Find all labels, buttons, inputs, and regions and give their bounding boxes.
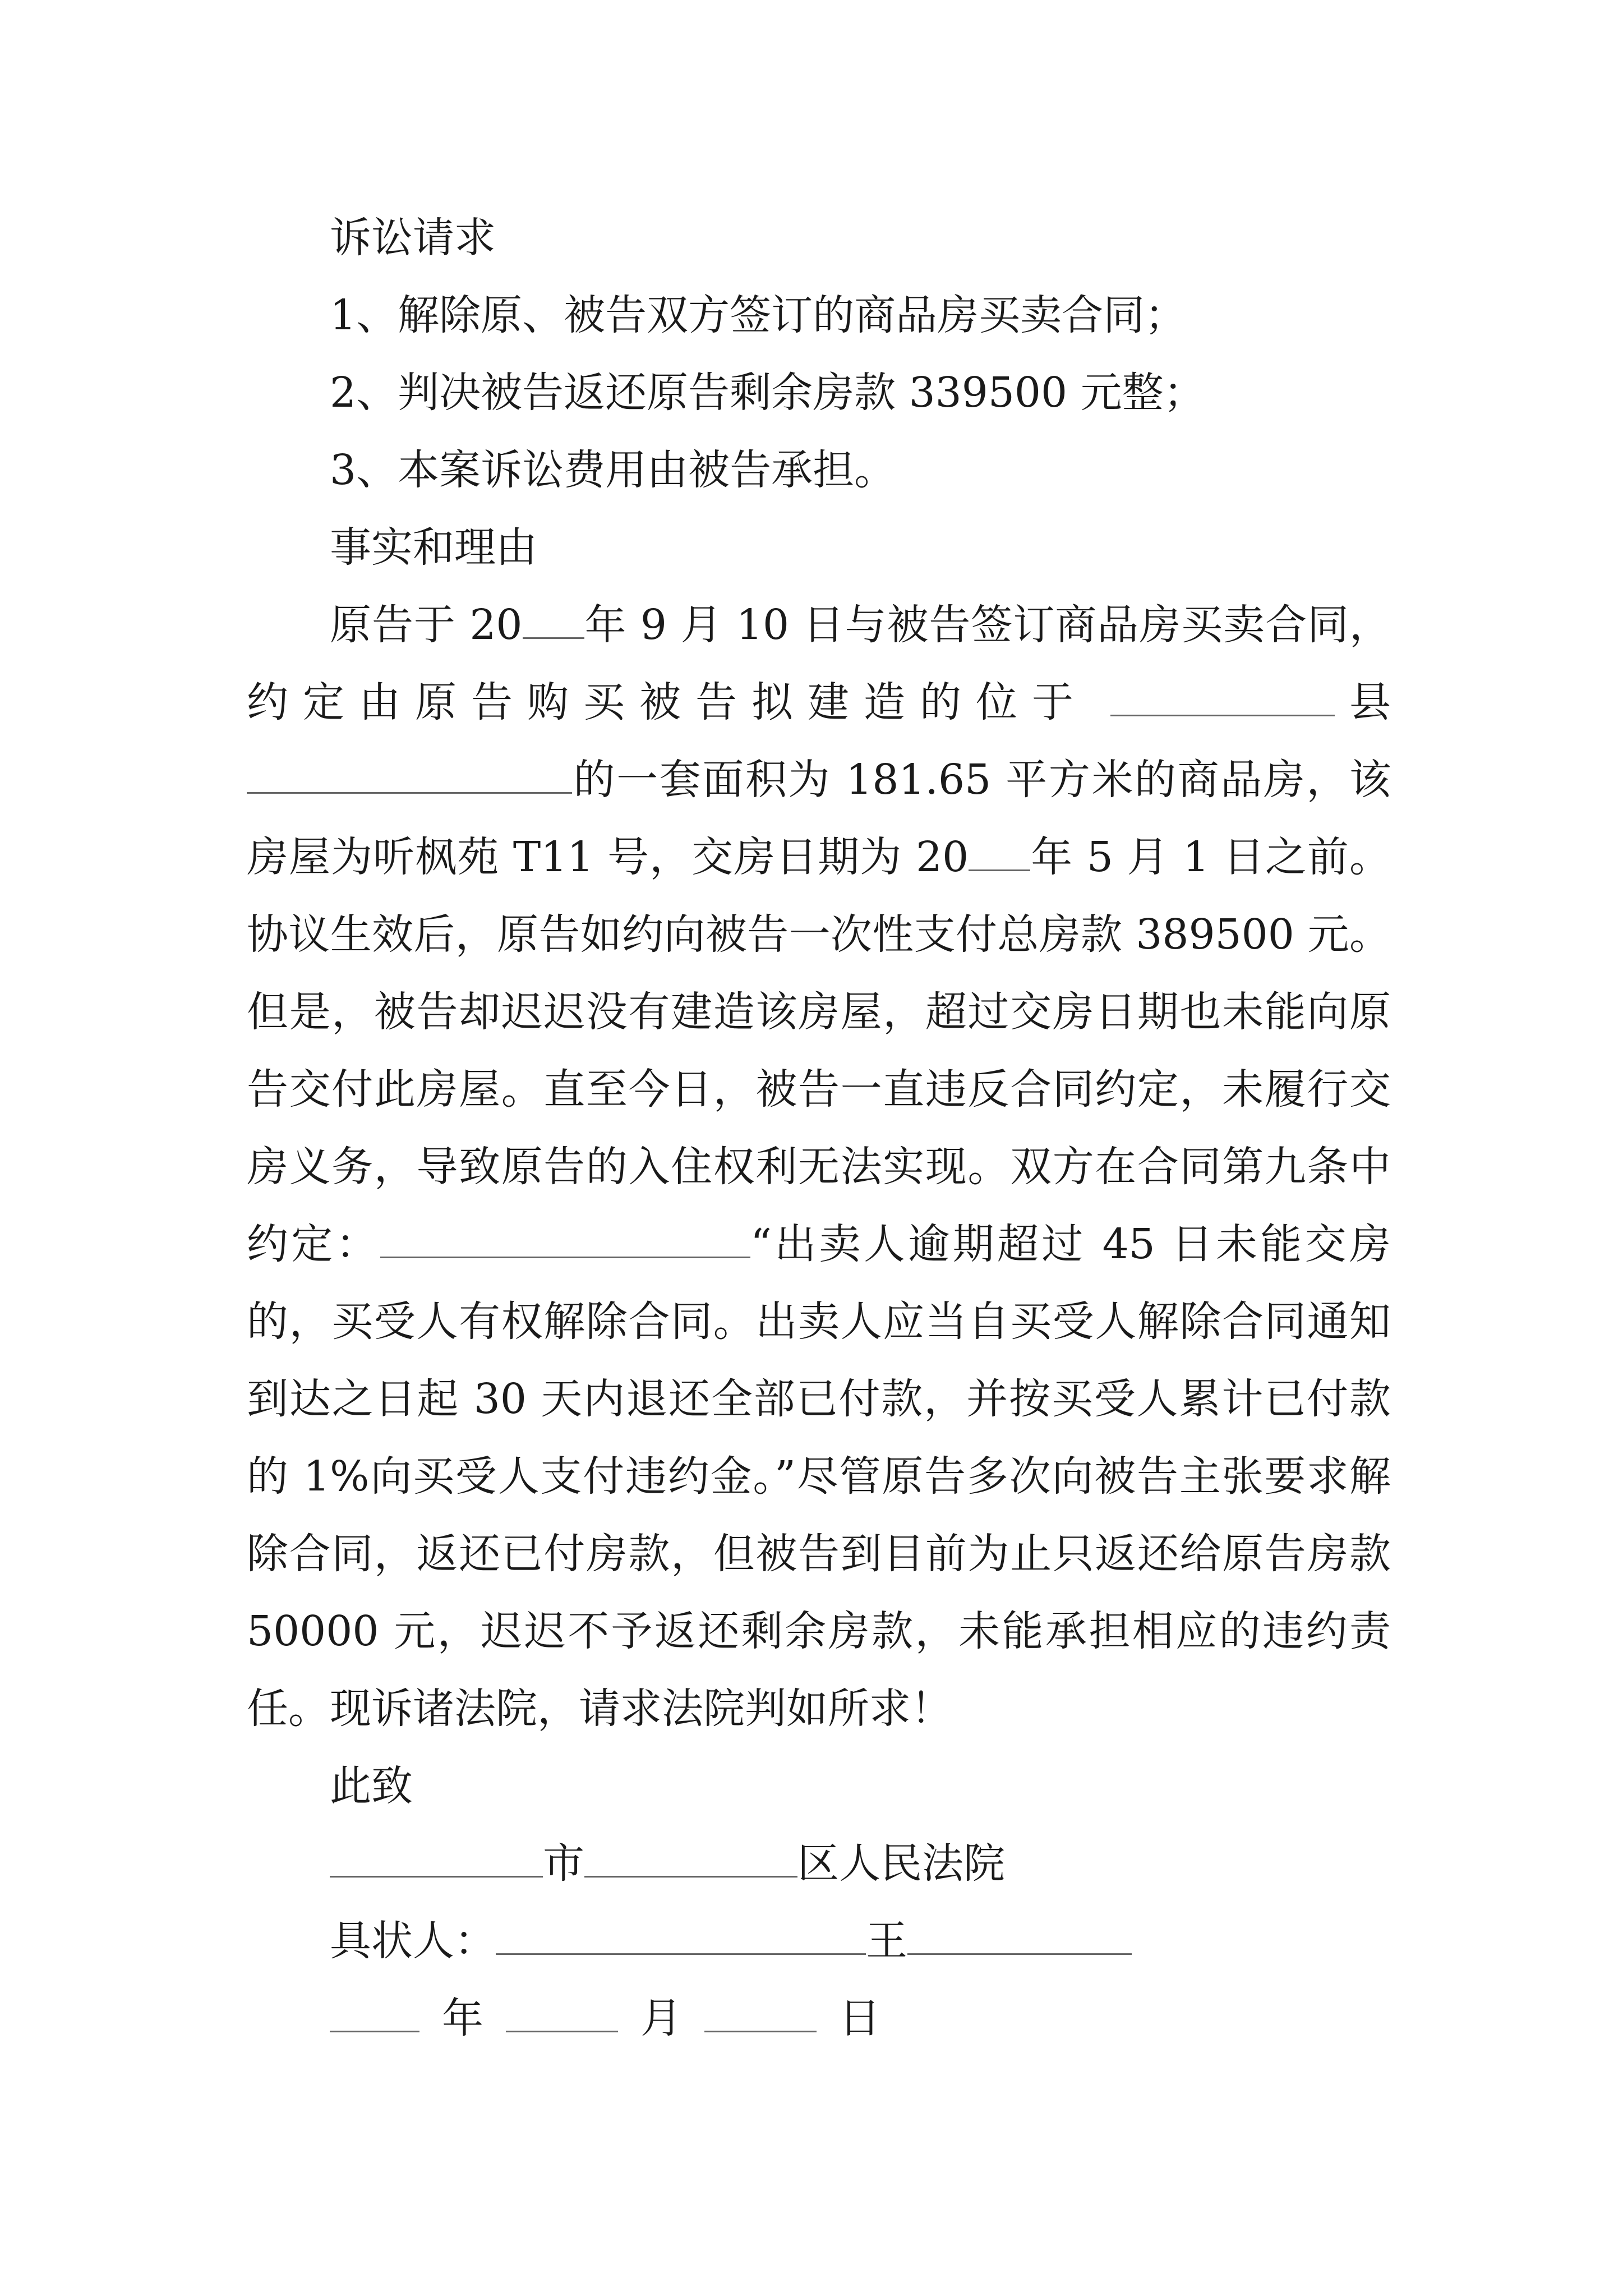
facts-heading: 事实和理由 xyxy=(330,523,537,572)
date-month-blank xyxy=(506,1991,618,2032)
facts-text-3: 县 xyxy=(1335,678,1391,726)
date-day-blank xyxy=(704,1991,817,2032)
facts-paragraph xyxy=(247,586,1391,1747)
facts-text-4: 的一套面积为 181.65 平方米的商品房，该房屋为听枫苑 T11 号，交房日期为 20 xyxy=(247,756,1391,881)
year-blank xyxy=(523,598,584,639)
date-day-label: 日 xyxy=(839,1994,880,2042)
plaintiff-given-name-blank xyxy=(907,1914,1132,1955)
date-month-label: 月 xyxy=(640,1994,682,2042)
claim-item-1: 1、解除原、被告双方签订的商品房买卖合同； xyxy=(330,291,1187,339)
date-year-blank xyxy=(330,1991,419,2032)
location-blank xyxy=(247,753,572,794)
facts-text-2: 年 9 月 10 日与被告签订商品房买卖合同，约定由原告购买被告拟建造的位于 xyxy=(247,601,1391,726)
date-line xyxy=(247,1980,1391,2057)
district-blank xyxy=(584,1837,797,1878)
date-year-label: 年 xyxy=(442,1994,483,2042)
facts-text-1: 原告于 20 xyxy=(330,601,523,649)
court-line xyxy=(247,1825,1391,1902)
plaintiff-line xyxy=(247,1902,1391,1980)
claims-heading: 诉讼请求 xyxy=(330,214,496,262)
plaintiff-label: 具状人： xyxy=(330,1917,496,1965)
delivery-year-blank xyxy=(969,830,1030,871)
court-district-label: 区人民法院 xyxy=(797,1839,1005,1888)
city-blank xyxy=(330,1837,543,1878)
plaintiff-surname: 王 xyxy=(866,1917,907,1965)
court-city-label: 市 xyxy=(543,1839,584,1888)
claim-item-3: 3、本案诉讼费用由被告承担。 xyxy=(330,446,896,494)
claim-item-2: 2、判决被告返还原告剩余房款 339500 元整； xyxy=(330,369,1205,417)
facts-text-6: “出卖人逾期超过 45 日未能交房的，买受人有权解除合同。出卖人应当自买受人解除合同通知到达之日起 30 天内退还全部已付款，并按买受人累计已付款的 1%向买受人支付违约金。”尽管原告多次向被告主张要求解除合同，返还已付房款，但被告到目前为止只返还给原告房款 50000 元，迟迟不予返还剩余房款，未能承担相应的违约责任。现诉诸法院，请求法院判如所求！ xyxy=(247,1220,1391,1733)
county-blank xyxy=(1110,675,1335,716)
facts-text-5: 年 5 月 1 日之前。协议生效后，原告如约向被告一次性支付总房款 389500 元。但是，被告却迟迟没有建造该房屋，超过交房日期也未能向原告交付此房屋。直至今日，被告一直违反合同约定，未履行交房义务，导致原告的入住权利无法实现。双方在合同第九条中约定： xyxy=(247,833,1391,1268)
plaintiff-name-blank xyxy=(496,1914,866,1955)
complaint-body xyxy=(247,199,1391,2057)
salutation: 此致 xyxy=(330,1762,413,1810)
clause-blank xyxy=(380,1217,750,1258)
